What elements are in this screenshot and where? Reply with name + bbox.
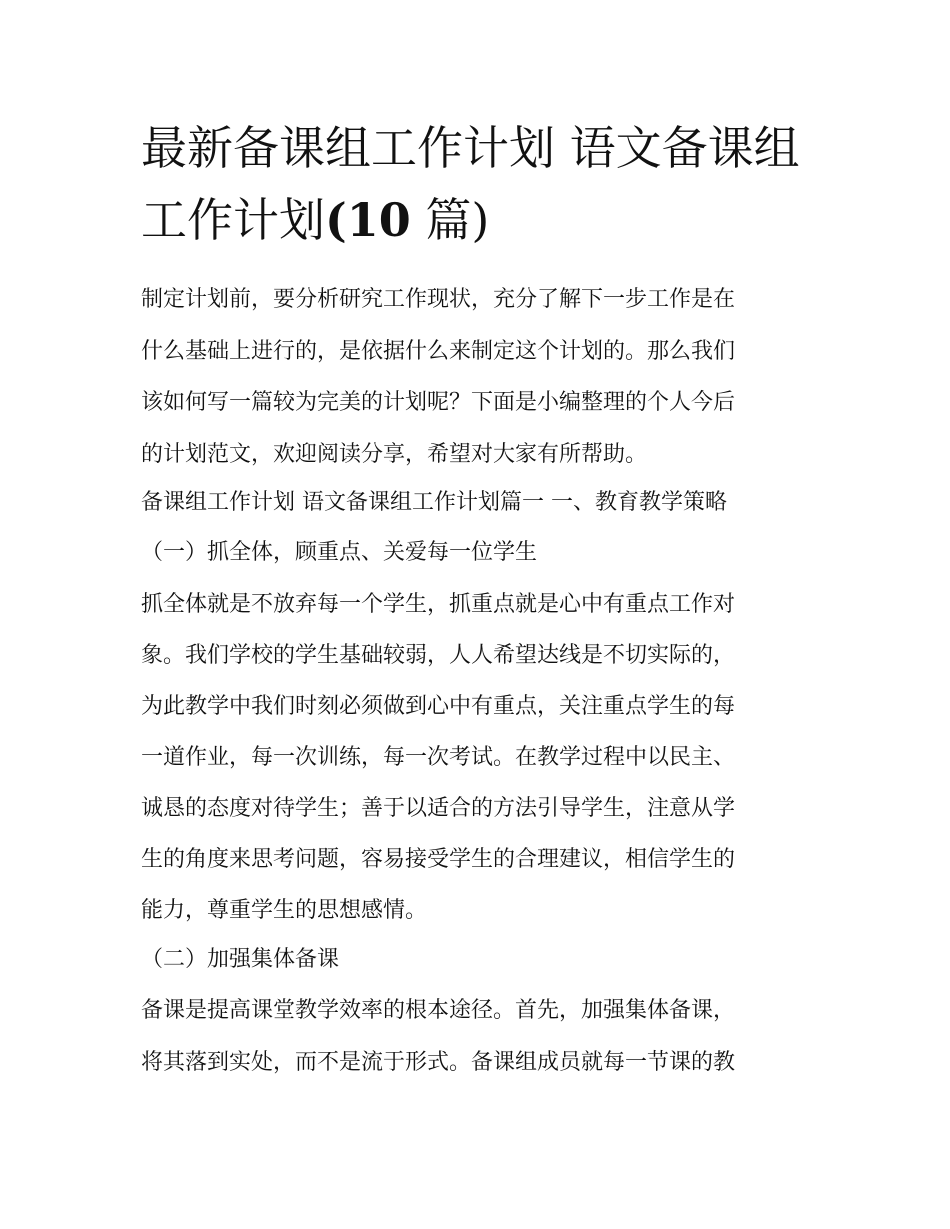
title-count: (10 — [325, 193, 411, 247]
subsection-heading: （一）抓全体，顾重点、关爱每一位学生 — [141, 540, 538, 565]
body-line: 诚恳的态度对待学生；善于以适合的方法引导学生，注意从学 — [141, 796, 736, 821]
body-line: 生的角度来思考问题，容易接受学生的合理建议，相信学生的 — [141, 847, 736, 872]
body-line: 象。我们学校的学生基础较弱，人人希望达线是不切实际的， — [141, 643, 736, 668]
body-line: 制定计划前，要分析研究工作现状，充分了解下一步工作是在 — [141, 287, 736, 312]
body-line: 一道作业，每一次训练，每一次考试。在教学过程中以民主、 — [141, 745, 736, 770]
body-line: 什么基础上进行的，是依据什么来制定这个计划的。那么我们 — [141, 339, 736, 364]
section-heading: 备课组工作计划 语文备课组工作计划篇一 一、教育教学策略 — [141, 490, 727, 515]
subsection-heading: （二）加强集体备课 — [141, 947, 340, 972]
document-title — [141, 112, 821, 256]
body-line: 能力，尊重学生的思想感情。 — [141, 898, 428, 923]
body-line: 抓全体就是不放弃每一个学生，抓重点就是心中有重点工作对 — [141, 592, 736, 617]
body-line: 为此教学中我们时刻必须做到心中有重点，关注重点学生的每 — [141, 694, 736, 719]
body-line: 的计划范文，欢迎阅读分享，希望对大家有所帮助。 — [141, 442, 648, 467]
title-suffix: 篇) — [410, 193, 490, 247]
body-line: 该如何写一篇较为完美的计划呢？下面是小编整理的个人今后 — [141, 390, 736, 415]
title-text: 最新备课组工作计划 语文备课组工作计划 — [141, 121, 800, 247]
body-line: 备课是提高课堂教学效率的根本途径。首先，加强集体备课， — [141, 998, 736, 1023]
body-line: 将其落到实处，而不是流于形式。备课组成员就每一节课的教 — [141, 1050, 736, 1075]
